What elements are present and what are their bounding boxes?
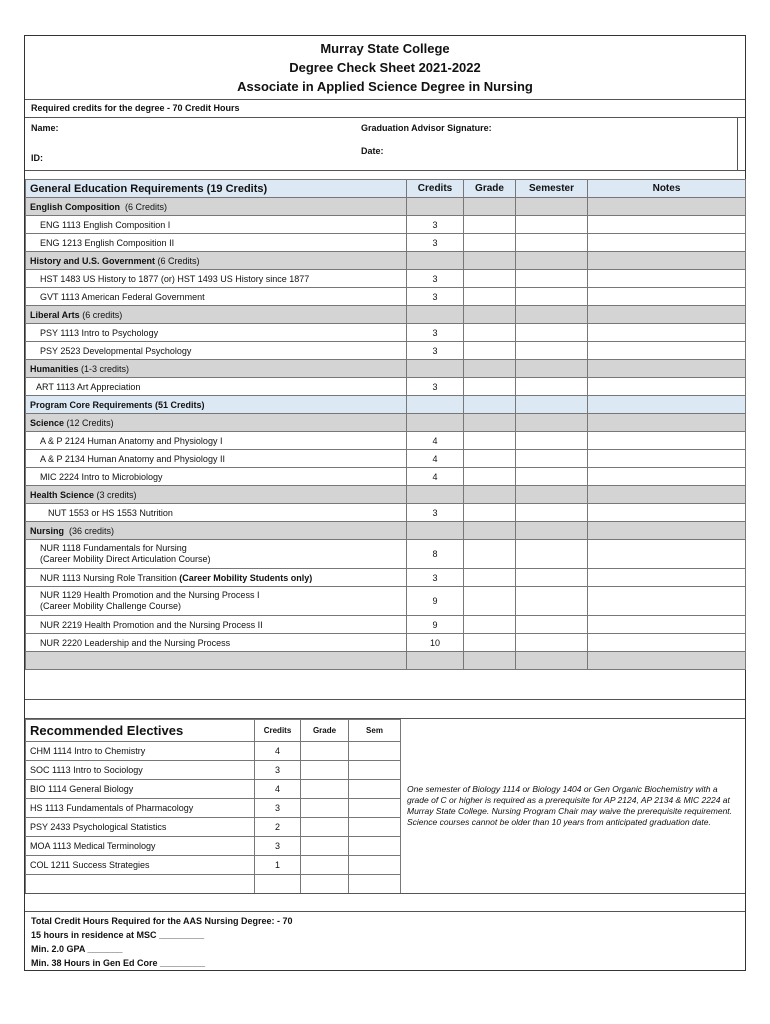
table-row: A & P 2124 Human Anatomy and Physiology I 4 (26, 432, 746, 450)
notes-cell[interactable] (588, 216, 746, 234)
grade-cell[interactable] (464, 569, 516, 587)
sem-cell[interactable] (349, 856, 401, 875)
grade-cell[interactable] (464, 432, 516, 450)
section-title: English Composition (6 Credits) (26, 198, 407, 216)
table-row: ENG 1213 English Composition II 3 (26, 234, 746, 252)
grade-cell[interactable] (464, 342, 516, 360)
notes-cell[interactable] (588, 270, 746, 288)
grade-cell[interactable] (301, 818, 349, 837)
divider (25, 99, 745, 100)
notes-cell[interactable] (588, 587, 746, 616)
grade-cell[interactable] (301, 742, 349, 761)
gen-ed-title: General Education Requirements (19 Credits) (26, 180, 407, 198)
program-core-title: Program Core Requirements (51 Credits) (26, 396, 407, 414)
grade-cell[interactable] (301, 799, 349, 818)
semester-cell[interactable] (516, 432, 588, 450)
residence-hours: 15 hours in residence at MSC _________ (31, 930, 205, 940)
table-row: NUR 2219 Health Promotion and the Nursing Process II 9 (26, 616, 746, 634)
semester-cell[interactable] (516, 468, 588, 486)
table-row: MIC 2224 Intro to Microbiology 4 (26, 468, 746, 486)
semester-cell[interactable] (516, 540, 588, 569)
grade-cell[interactable] (464, 468, 516, 486)
grade-cell[interactable] (464, 634, 516, 652)
table-row: NUR 2220 Leadership and the Nursing Process 10 (26, 634, 746, 652)
notes-cell[interactable] (588, 569, 746, 587)
grade-cell[interactable] (464, 378, 516, 396)
grade-cell[interactable] (464, 587, 516, 616)
sem-cell[interactable] (349, 875, 401, 894)
section-row (26, 486, 746, 504)
table-header-row (26, 720, 401, 742)
grade-cell[interactable] (464, 288, 516, 306)
id-label: ID: (31, 153, 43, 163)
sem-cell[interactable] (349, 780, 401, 799)
grade-header: Grade (301, 720, 349, 742)
section-row (26, 252, 746, 270)
table-row: A & P 2134 Human Anatomy and Physiology II 4 (26, 450, 746, 468)
table-row: NUR 1113 Nursing Role Transition (Career Mobility Students only) 3 (26, 569, 746, 587)
sem-cell[interactable] (349, 799, 401, 818)
spacer-row (26, 652, 746, 670)
table-row: MOA 1113 Medical Terminology 3 (26, 837, 401, 856)
sem-cell[interactable] (349, 742, 401, 761)
program-core-row (26, 396, 746, 414)
sem-header: Sem (349, 720, 401, 742)
semester-cell[interactable] (516, 288, 588, 306)
min-gpa: Min. 2.0 GPA _______ (31, 944, 123, 954)
college-name: Murray State College (320, 41, 450, 56)
name-label: Name: (31, 123, 59, 133)
notes-cell[interactable] (588, 540, 746, 569)
divider (25, 911, 745, 912)
section-title: Nursing (36 credits) (26, 522, 407, 540)
section-title: Liberal Arts (6 credits) (26, 306, 407, 324)
table-row: ART 1113 Art Appreciation 3 (26, 378, 746, 396)
table-header-row (26, 180, 746, 198)
section-row (26, 306, 746, 324)
grade-cell[interactable] (464, 616, 516, 634)
grade-cell[interactable] (464, 234, 516, 252)
credits-header: Credits (407, 180, 464, 198)
notes-header: Notes (588, 180, 746, 198)
divider (737, 117, 738, 171)
semester-cell[interactable] (516, 270, 588, 288)
gen-ed-hours: Min. 38 Hours in Gen Ed Core _________ (31, 958, 206, 968)
table-row: BIO 1114 General Biology 4 (26, 780, 401, 799)
table-row: PSY 1113 Intro to Psychology 3 (26, 324, 746, 342)
table-row: COL 1211 Success Strategies 1 (26, 856, 401, 875)
table-row: NUT 1553 or HS 1553 Nutrition 3 (26, 504, 746, 522)
grade-cell[interactable] (464, 450, 516, 468)
divider (25, 699, 745, 700)
divider (25, 893, 745, 894)
table-row: NUR 1129 Health Promotion and the Nursing Process I (Career Mobility Challenge Course) 9 (26, 587, 746, 616)
grade-cell[interactable] (464, 216, 516, 234)
general-education-table (25, 179, 746, 670)
date-label: Date: (361, 146, 384, 156)
table-row: CHM 1114 Intro to Chemistry 4 (26, 742, 401, 761)
section-title: History and U.S. Government (6 Credits) (26, 252, 407, 270)
semester-cell[interactable] (516, 342, 588, 360)
table-row: GVT 1113 American Federal Government 3 (26, 288, 746, 306)
credits-header: Credits (255, 720, 301, 742)
grade-cell[interactable] (301, 761, 349, 780)
grade-cell[interactable] (464, 540, 516, 569)
degree-check-sheet (24, 35, 746, 971)
notes-cell[interactable] (588, 616, 746, 634)
grade-cell[interactable] (301, 856, 349, 875)
section-title: Health Science (3 credits) (26, 486, 407, 504)
grade-cell[interactable] (301, 837, 349, 856)
sem-cell[interactable] (349, 761, 401, 780)
notes-cell[interactable] (588, 468, 746, 486)
sem-cell[interactable] (349, 837, 401, 856)
degree-summary (31, 914, 293, 970)
notes-cell[interactable] (588, 504, 746, 522)
notes-cell[interactable] (588, 234, 746, 252)
table-row: HS 1113 Fundamentals of Pharmacology 3 (26, 799, 401, 818)
table-row: HST 1483 US History to 1877 (or) HST 1493 US History since 1877 3 (26, 270, 746, 288)
grade-header: Grade (464, 180, 516, 198)
notes-cell[interactable] (588, 324, 746, 342)
divider (25, 117, 745, 118)
recommended-electives-table (25, 719, 401, 894)
total-credit-hours: Total Credit Hours Required for the AAS Nursing Degree: - 70 (31, 916, 293, 926)
prerequisite-note: One semester of Biology 1114 or Biology 1404 or Gen Organic Biochemistry with a grade of C or higher is required as a prerequisite for AP 2124, AP 2134 & MIC 2224 at Murray State College. Nursing Program Chair may waive the prerequisite requirement. Science courses cannot be older than 10 years from anticipated graduation date. (407, 784, 733, 827)
notes-cell[interactable] (588, 450, 746, 468)
electives-title: Recommended Electives (26, 720, 255, 742)
table-row: PSY 2523 Developmental Psychology 3 (26, 342, 746, 360)
notes-cell[interactable] (588, 288, 746, 306)
table-row (26, 875, 401, 894)
notes-cell[interactable] (588, 634, 746, 652)
degree-title: Associate in Applied Science Degree in Nursing (237, 79, 533, 94)
grade-cell[interactable] (464, 270, 516, 288)
semester-cell[interactable] (516, 569, 588, 587)
table-row: PSY 2433 Psychological Statistics 2 (26, 818, 401, 837)
grade-cell[interactable] (301, 875, 349, 894)
section-row (26, 198, 746, 216)
table-row: ENG 1113 English Composition I 3 (26, 216, 746, 234)
section-title: Humanities (1-3 credits) (26, 360, 407, 378)
section-row (26, 522, 746, 540)
semester-cell[interactable] (516, 216, 588, 234)
semester-cell[interactable] (516, 234, 588, 252)
grade-cell[interactable] (464, 504, 516, 522)
semester-cell[interactable] (516, 587, 588, 616)
semester-header: Semester (516, 180, 588, 198)
notes-cell[interactable] (588, 378, 746, 396)
sem-cell[interactable] (349, 818, 401, 837)
notes-cell[interactable] (588, 342, 746, 360)
section-row (26, 414, 746, 432)
semester-cell[interactable] (516, 450, 588, 468)
table-row: NUR 1118 Fundamentals for Nursing (Career Mobility Direct Articulation Course) 8 (26, 540, 746, 569)
required-credits: Required credits for the degree - 70 Credit Hours (31, 103, 240, 113)
section-row (26, 360, 746, 378)
notes-cell[interactable] (588, 432, 746, 450)
semester-cell[interactable] (516, 504, 588, 522)
advisor-signature-label: Graduation Advisor Signature: (361, 123, 492, 133)
semester-cell[interactable] (516, 324, 588, 342)
grade-cell[interactable] (464, 324, 516, 342)
semester-cell[interactable] (516, 378, 588, 396)
sheet-title: Degree Check Sheet 2021-2022 (289, 60, 481, 75)
divider (25, 170, 745, 171)
section-title: Science (12 Credits) (26, 414, 407, 432)
semester-cell[interactable] (516, 616, 588, 634)
semester-cell[interactable] (516, 634, 588, 652)
grade-cell[interactable] (301, 780, 349, 799)
table-row: SOC 1113 Intro to Sociology 3 (26, 761, 401, 780)
